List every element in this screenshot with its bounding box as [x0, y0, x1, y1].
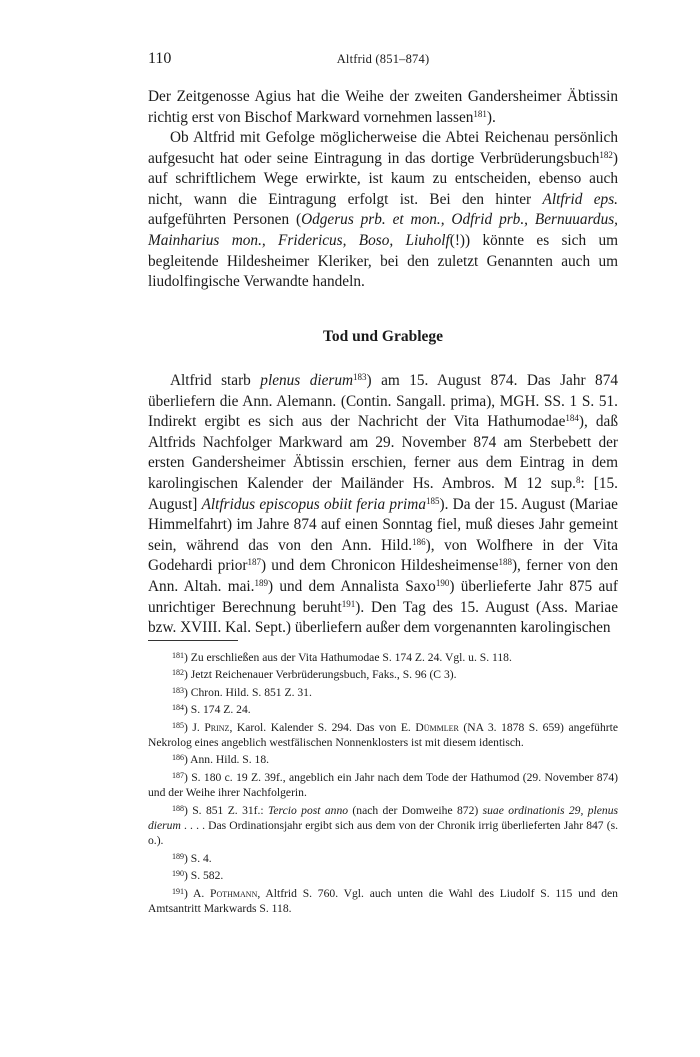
italic-run: plenus dierum — [260, 372, 354, 389]
text-run: ) J. — [184, 720, 205, 734]
italic-run: Odgerus prb. et mon., Odfrid prb., Bernuuardus, Mainharius mon., Fridericus, Boso, Liuholf — [148, 211, 618, 249]
text-run: ) S. 851 Z. 31f.: — [184, 803, 269, 817]
text-run: ), ferner von den Ann. Altah. mai. — [148, 557, 618, 595]
footnote-number: 190 — [172, 869, 184, 879]
text-run: ) am 15. August 874. Das Jahr 874 überliefern die Ann. Alemann. (Contin. Sangall. prima), MGH. SS. 1 S. 51. Indirekt ergibt es sich aus der Nachricht der Vita Hathumodae — [148, 372, 618, 431]
text-run: ), daß Altfrids Nachfolger Markward am 29. November 874 am Sterbebett der ersten Gandersheimer Äbtissin erschien, ferner aus dem Eintrag in dem karolingischen Kalender der Mailänder Hs. Ambros. M 12 sup. — [148, 413, 618, 492]
footnote-ref: 181 — [473, 108, 487, 119]
footnote — [148, 648, 618, 665]
text-run: ) Ann. Hild. S. 18. — [184, 753, 270, 767]
footnote — [148, 768, 618, 801]
text-run: , Altfrid S. 760. Vgl. auch unten die Wahl des Liudolf S. 115 und den Amtsantritt Markwards S. 118. — [148, 886, 618, 916]
text-run: ) Jetzt Reichenauer Verbrüderungsbuch, Faks., S. 96 (C 3). — [184, 668, 457, 682]
footnote — [148, 849, 618, 866]
text-run: ). — [486, 108, 496, 126]
footnote-number: 186 — [172, 753, 184, 763]
footnote — [148, 665, 618, 682]
running-head: Altfrid (851–874) — [336, 52, 430, 66]
text-run: ) überlieferte Jahr 875 auf unrichtiger Berechnung beruht — [148, 577, 618, 616]
text-run: : [15. August] — [148, 474, 618, 513]
text-run: aufgeführten Personen ( — [148, 211, 302, 229]
page-header — [148, 50, 618, 72]
footnotes — [148, 648, 618, 917]
footnote-number: 189 — [172, 851, 184, 861]
footnote-separator — [148, 640, 238, 641]
text-run: ) A. — [184, 886, 211, 900]
text-run: ) S. 180 c. 19 Z. 39f., angeblich ein Jahr nach dem Tode der Hathumod (29. November 874) und der Weihe ihrer Nachfolgerin. — [148, 770, 618, 800]
footnote-ref: 185 — [425, 495, 440, 506]
section-title: Tod und Grablege — [322, 328, 444, 345]
text-run: (nach der Domweihe 872) — [348, 803, 483, 817]
page-number: 110 — [148, 50, 172, 67]
footnote — [148, 700, 618, 717]
footnote-number: 183 — [172, 685, 184, 695]
author-name: Pothmann — [210, 886, 258, 900]
italic-run: suae ordinationis 29, plenus dierum — [148, 803, 618, 833]
text-run: ). Da der 15. August (Mariae Himmelfahrt) im Jahre 874 auf einen Sonntag fiel, muß dieses Jahr gemeint sein, während das von den Ann. Hild. — [148, 495, 618, 554]
footnote — [148, 884, 618, 917]
footnote-ref: 183 — [353, 372, 367, 382]
footnote-ref: 182 — [599, 149, 613, 160]
text-run: ) auf schriftlichem Wege erwirkte, ist kaum zu entscheiden, ebenso auch nicht, wann die Eintragung erfolgt ist. Bei den hinter — [148, 149, 618, 208]
text-run: ), von Wolfhere in der Vita Godehardi prior — [148, 536, 618, 575]
author-name: Prinz — [204, 720, 230, 734]
footnote — [148, 683, 618, 700]
footnote-number: 191 — [172, 886, 184, 896]
footnote-ref: 187 — [247, 557, 261, 568]
footnote-ref: 189 — [254, 577, 268, 588]
footnote-ref: 190 — [435, 577, 450, 588]
footnote-ref: 191 — [341, 598, 356, 609]
text-run: ). Den Tag des 15. August (Ass. Mariae bzw. XVIII. Kal. Sept.) überliefern außer dem vorgenannten karolingischen — [148, 598, 618, 637]
footnote-number: 181 — [172, 651, 184, 660]
footnote-number: 182 — [172, 668, 184, 678]
text-run: ) S. 4. — [184, 851, 212, 865]
paragraph-3 — [148, 371, 618, 639]
footnote — [148, 718, 618, 751]
paragraph-2 — [148, 128, 618, 293]
text-run: ) S. 174 Z. 24. — [184, 703, 251, 717]
text-run: ) Chron. Hild. S. 851 Z. 31. — [184, 685, 312, 699]
text-run: ) S. 582. — [184, 869, 224, 883]
italic-run: Altfrid eps. — [542, 190, 618, 208]
footnote-number: 184 — [172, 703, 184, 713]
footnote-number: 187 — [172, 770, 184, 780]
text-run: Der Zeitgenosse Agius hat die Weihe der zweiten Gandersheimer Äbtissin richtig erst von Bischof Markward vornehmen lassen — [148, 88, 618, 126]
text-run: , Karol. Kalender S. 294. Das von E. — [229, 720, 416, 734]
text-run: (!)) könnte es sich um begleitende Hildesheimer Kleriker, bei den zuletzt Genannten auch um liudolfingische Verwandte handeln. — [148, 231, 618, 291]
author-name: Dümmler — [415, 720, 459, 734]
footnote-ref: 184 — [565, 413, 579, 424]
footnote — [148, 750, 618, 767]
footnote-number: 188 — [172, 803, 184, 813]
footnote-ref: 186 — [412, 536, 426, 547]
text-run: Altfrid starb — [170, 372, 261, 389]
text-run: ) Zu erschließen aus der Vita Hathumodae S. 174 Z. 24. Vgl. u. S. 118. — [184, 651, 512, 664]
footnote-ref: 8 — [575, 474, 581, 485]
footnote — [148, 801, 618, 849]
footnote-number: 185 — [172, 720, 184, 730]
footnote — [148, 866, 618, 883]
italic-run: Altfridus episcopus obiit feria prima — [201, 495, 426, 513]
text-run: ) und dem Annalista Saxo — [267, 577, 436, 595]
footnote-ref: 188 — [498, 557, 512, 568]
text-run: . . . . Das Ordinationsjahr ergibt sich aus dem von der Chronik irrig überlieferten Jahr 847 (s. o.). — [148, 819, 618, 848]
text-run: (NA 3. 1878 S. 659) angeführte Nekrolog eines angeblich westfälischen Nonnenklosters ist mit diesem identisch. — [148, 720, 619, 750]
italic-run: Tercio post anno — [268, 803, 349, 817]
text-run: ) und dem Chronicon Hildesheimense — [261, 557, 499, 575]
paragraph-1 — [148, 87, 618, 128]
text-run: Ob Altfrid mit Gefolge möglicherweise die Abtei Reichenau persönlich aufgesucht hat oder seine Eintragung in das dortige Verbrüderungsbuch — [148, 129, 618, 167]
